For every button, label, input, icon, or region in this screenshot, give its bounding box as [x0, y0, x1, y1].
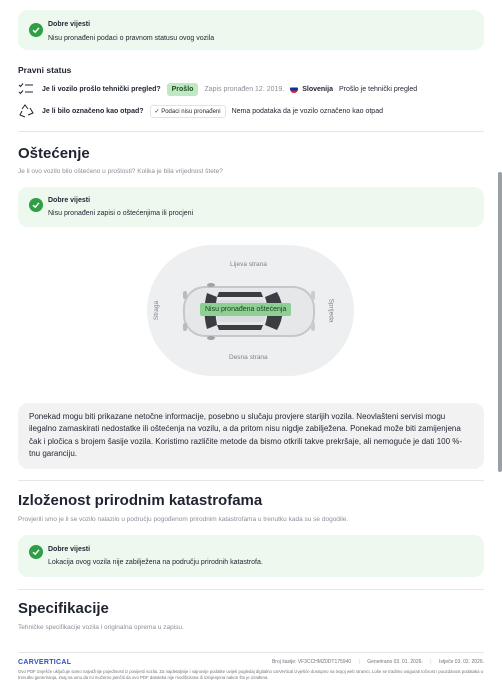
- vin-number: Broj šasije: VF3CCHMZ0DT175940: [271, 659, 352, 665]
- carvertical-logo: CARVERTICAL: [18, 659, 72, 666]
- generated-date: Generirano 03. 01. 2026.: [367, 659, 423, 665]
- legal-status-good-news-banner: [18, 10, 484, 50]
- meta-separator: |: [358, 659, 360, 665]
- no-damage-label: Nisu pronađena oštećenja: [200, 303, 291, 316]
- inspection-question: Je li vozilo prošlo tehnički pregled?: [42, 85, 161, 93]
- right-side-label: Desna strana: [229, 354, 268, 361]
- footer-divider: [18, 652, 484, 653]
- damage-info-box: Ponekad mogu biti prikazane netočne informacije, posebno u slučaju provjere starijih vozila. Neovlašteni servisi mogu ilegalno zamaskirati nedostatke ili oštećenja na vozilu, a da pritom nisu nigdje zabilježena. Ponekad može biti zamijenjena čak i pločica s brojem šasije vozila. Koristimo različite metode da bismo otkrili takve prekršaje, ali nemoguće je dati 100 %-tnu garanciju.: [18, 403, 484, 469]
- slovenia-flag-icon: [290, 85, 298, 93]
- check-circle-icon: [29, 545, 43, 559]
- checklist-icon: [18, 81, 36, 97]
- recycle-icon: [18, 103, 36, 119]
- no-data-chip-label: Podaci nisu pronađeni: [161, 108, 221, 115]
- front-label: Sprijeda: [327, 298, 335, 323]
- inspection-result: Prošlo je tehnički pregled: [338, 85, 418, 93]
- damage-good-news-banner: [18, 187, 484, 227]
- scrapped-question: Je li bilo označeno kao otpad?: [42, 107, 144, 115]
- section-divider: [18, 480, 484, 481]
- specs-section-subtitle: Tehničke specifikacije vozila i originalna oprema u zapisu.: [18, 624, 184, 631]
- banner-title: Dobre vijesti: [48, 21, 91, 28]
- banner-text: Nisu pronađeni zapisi o oštećenjima ili procjeni: [48, 210, 194, 217]
- expiry-date: Istječe 03. 02. 2026.: [438, 659, 484, 665]
- scrapped-row: [18, 103, 383, 119]
- damage-section-subtitle: Je li ovo vozilo bilo oštećeno u prošlosti? Kolika je bila vrijednost štete?: [18, 168, 223, 175]
- disasters-good-news-banner: [18, 535, 484, 577]
- legal-status-heading: Pravni status: [18, 65, 72, 75]
- footer-disclaimer: Ovo PDF izvješće uključuje samo najvažnije pojedinosti iz povijesti vozila. Za najdetaljnije i najnovije podatke uvijek pogledaj digitalno carVertical izvješće dostupno na tvojoj web stranici. Loše se tradimo osigurati točnost i pouzdanost podataka u trenutku generiranja, imaj na umu da mi možemo jamčiti da ovo PDF datoteka nije modificirana ili izmijenjena nakon što je izrađena.: [18, 669, 484, 680]
- banner-text: Lokacija ovog vozila nije zabilježena na području prirodnih katastrofa.: [48, 559, 263, 566]
- disasters-section-subtitle: Provjerili smo je li se vozilo nalazilo u području pogođenom prirodnim katastrofama u trenutku kada su se dogodile.: [18, 516, 349, 523]
- section-divider: [18, 131, 484, 132]
- check-circle-icon: [29, 23, 43, 37]
- inspection-record-date: Zapis pronađen 12. 2019.: [204, 85, 285, 93]
- section-divider: [18, 589, 484, 590]
- rear-label: Straga: [153, 300, 161, 321]
- banner-title: Dobre vijesti: [48, 546, 91, 553]
- check-circle-icon: [29, 198, 43, 212]
- footer-meta: [266, 659, 484, 665]
- inspection-row: [18, 81, 417, 97]
- banner-title: Dobre vijesti: [48, 197, 91, 204]
- disasters-section-title: Izloženost prirodnim katastrofama: [18, 492, 263, 509]
- scrapped-result: Nema podataka da je vozilo označeno kao otpad: [231, 107, 383, 115]
- no-data-chip: ✓ Podaci nisu pronađeni: [150, 105, 226, 118]
- left-side-label: Lijeva strana: [230, 261, 267, 268]
- inspection-country: Slovenija: [302, 85, 333, 93]
- scrollbar-thumb[interactable]: [498, 172, 502, 472]
- inspection-pass-badge: Prošlo: [167, 83, 199, 96]
- banner-text: Nisu pronađeni podaci o pravnom statusu ovog vozila: [48, 35, 215, 42]
- damage-section-title: Oštećenje: [18, 145, 90, 162]
- specs-section-title: Specifikacije: [18, 600, 109, 617]
- meta-separator: |: [430, 659, 432, 665]
